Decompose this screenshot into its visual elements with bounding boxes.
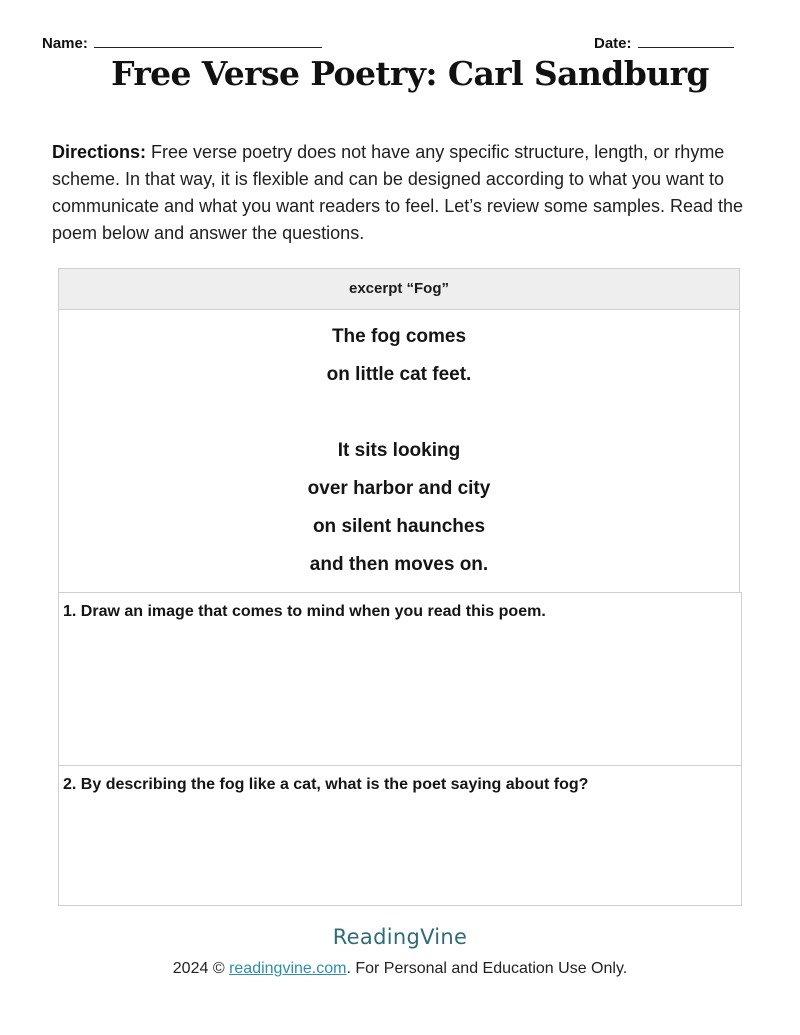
poem-line: and then moves on.	[309, 554, 489, 575]
poem-lines	[59, 310, 739, 584]
directions-text: Free verse poetry does not have any specific structure, length, or rhyme scheme. In that way, it is flexible and can be designed according to what you want to communicate and what you want readers to feel. Let’s review some samples. Read the poem below and answer the questions.	[52, 142, 744, 243]
poem-line: The fog comes	[331, 326, 467, 347]
directions-label: Directions:	[52, 142, 147, 162]
question-2-answer-box[interactable]	[58, 765, 742, 906]
question-1-text: 1. Draw an image that comes to mind when you read this poem.	[63, 603, 546, 620]
date-blank-line[interactable]	[638, 33, 734, 48]
page-title: Free Verse Poetry: Carl Sandburg	[111, 54, 709, 93]
name-label: Name:	[42, 35, 88, 52]
name-blank-line[interactable]	[94, 33, 322, 48]
footer-suffix: . For Personal and Education Use Only.	[346, 960, 628, 977]
directions-paragraph	[52, 139, 757, 247]
poem-line: on silent haunches	[312, 516, 486, 537]
poem-line: on little cat feet.	[326, 364, 472, 385]
question-2-text: 2. By describing the fog like a cat, what is the poet saying about fog?	[63, 776, 589, 793]
name-field[interactable]	[42, 33, 322, 52]
readingvine-logo: ReadingVine	[332, 925, 468, 949]
poem-line: over harbor and city	[307, 478, 491, 499]
stanza-break	[59, 394, 739, 432]
poem-box	[58, 268, 740, 593]
date-field[interactable]	[594, 33, 734, 52]
poem-line: It sits looking	[337, 440, 461, 461]
poem-caption: excerpt “Fog”	[59, 269, 739, 310]
footer-prefix: 2024 ©	[172, 960, 230, 977]
date-label: Date:	[594, 35, 632, 52]
readingvine-link[interactable]: readingvine.com	[229, 960, 347, 977]
question-1-answer-box[interactable]	[58, 592, 742, 766]
footer	[0, 960, 800, 978]
